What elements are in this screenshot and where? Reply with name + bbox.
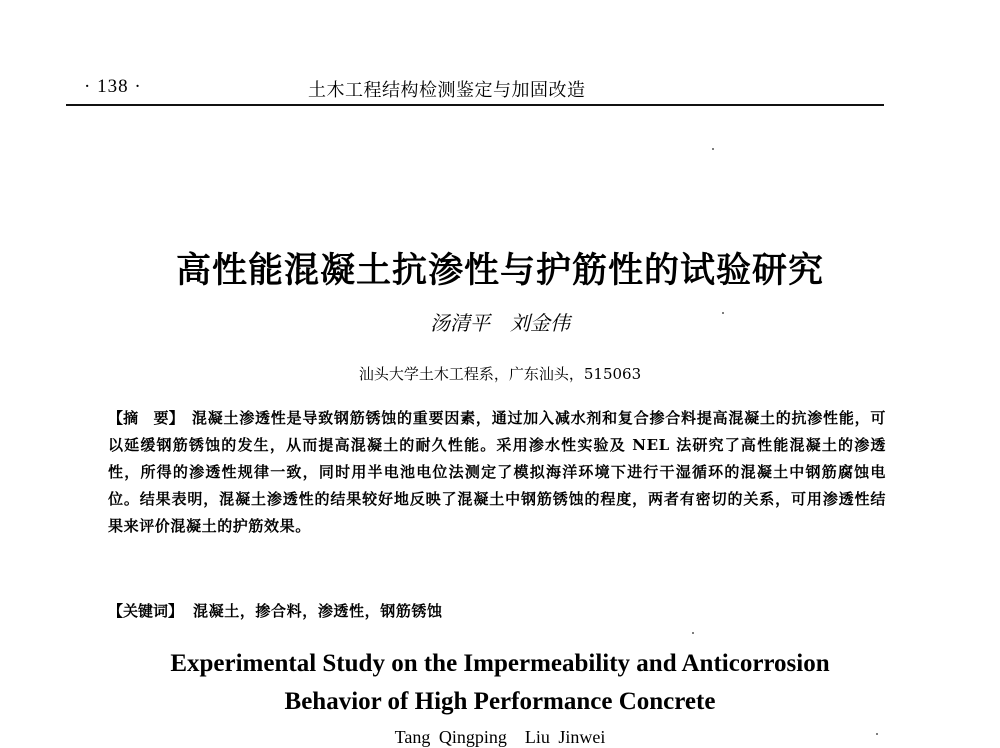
authors-chinese: 汤清平 刘金伟 [430,311,570,335]
abstract-text: 混凝土渗透性是导致钢筋锈蚀的重要因素，通过加入减水剂和复合掺合料提高混凝土的抗渗性能，可以延缓钢筋锈蚀的发生，从而提高混凝土的耐久性能。采用渗水性实验及 NEL 法研究了高性能混凝土的渗透性，所得的渗透性规律一致，同时用半电池电位法测定了模拟海洋环境下进行干湿循环的混凝土中钢筋腐蚀电位。结果表明，混凝土渗透性的结果较好地反映了混凝土中钢筋锈蚀的程度，两者有密切的关系，可用渗透性结果来评价混凝土的护筋效果。 [108,409,886,535]
keywords [108,600,886,621]
authors-english [0,727,1000,748]
scan-speck [712,148,714,150]
author-english-2: Liu Jinwei [524,727,606,747]
scan-speck [692,632,694,634]
affiliation-chinese: 汕头大学土木工程系，广东汕头，515063 [358,365,642,383]
keywords-text: 混凝土，掺合料，渗透性，钢筋锈蚀 [193,602,443,620]
scan-speck [876,733,878,735]
paper-title-english-line-1: Experimental Study on the Impermeability and Anticorrosion [170,650,830,677]
running-header-title: 土木工程结构检测鉴定与加固改造 [308,80,586,101]
paper-title-english-line-2: Behavior of High Performance Concrete [284,688,716,715]
keywords-label: 【关键词】 [108,602,184,620]
scan-speck [722,312,724,314]
page-number: · 138 · [84,76,142,97]
abstract [108,405,886,540]
author-english-1: Tang Qingping [394,727,507,747]
abstract-label: 【摘 要】 [108,409,184,427]
paper-title-chinese: 高性能混凝土抗渗性与护筋性的试验研究 [175,250,824,291]
header-rule [66,104,884,106]
